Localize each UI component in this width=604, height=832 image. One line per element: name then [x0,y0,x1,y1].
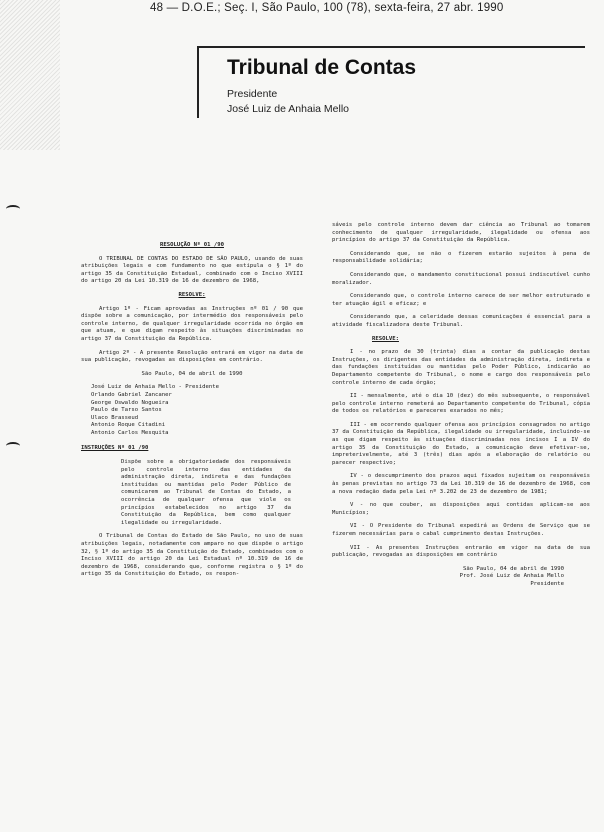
signer: Antonio Carlos Mesquita [91,429,169,436]
closing-date: São Paulo, 04 de abril de 1990 [462,565,564,572]
item-iii: III - em ocorrendo qualquer ofensa aos princípios consagrados no artigo 37 da Constituição da República, ilegalidade ou irregularidade, incluindo-se as que digam respeito às situações discriminadas nos incisos I a IV do artigo 35 da Constituição do Estado, a comunicação deve efetivar-se, impreterivelmente, até 3 (três) dias após a elaboração do relatório ou parecer respectivo; [332,421,590,466]
item-vi: VI - O Presidente do Tribunal expedirá as Ordens de Serviço que se fizerem necessárias para o cabal cumprimento destas Instruções. [332,523,590,537]
binder-hole-mark [6,205,20,213]
closing-signature-role: Presidente [530,580,564,587]
signer: Antonio Roque Citadini [91,422,166,429]
signer: George Oswaldo Nogueira [91,399,169,406]
instructions-body: O Tribunal de Contas do Estado de São Paulo, no uso de suas atribuições legais, notadamente com amparo no que dispõe o artigo 32, § 1º do artigo 35 da Constituição do Estado, combinados com o Inciso XVIII do artigo 20 da Lei Estadual nº 10.319 de 16 de dezembro de 1968, considerando que, conforme registra o § 1º do artigo 35 da Constituição do Estado, os respon- [81,533,303,578]
item-vii: VII - As presentes Instruções entrarão em vigor na data de sua publicação, revogadas as disposições em contrário [332,544,590,559]
resolve-heading: RESOLVE: [178,291,206,298]
item-ii: II - mensalmente, até o dia 10 (dez) do mês subsequente, o responsável pelo controle interno remeterá ao Departamento competente do Tribunal, cópia de todos os relatórios e pareceres exarados no mês; [332,393,590,415]
item-v: V - no que couber, as disposições aqui contidas aplicam-se aos Municípios; [332,502,590,516]
closing-signature: Prof. José Luiz de Anhaia Mello [459,573,564,580]
gazette-header: 48 — D.O.E.; Seç. I, São Paulo, 100 (78), sexta-feira, 27 abr. 1990 [150,2,504,14]
signer: Ulaco Brasseud [91,414,139,421]
masthead-horizontal-rule [197,46,585,48]
considering-2: Considerando que, o mandamento constitucional possui indiscutível cunho moralizador. [332,271,590,286]
signer: Orlando Gabriel Zancaner [91,391,172,398]
resolve-heading: RESOLVE: [372,335,399,342]
resolution-heading: RESOLUÇÃO Nº 01 /90 [160,242,224,248]
item-iv: IV - o descumprimento dos prazos aqui fixados sujeitam os responsáveis às penas previstas no artigo 73 da Lei 10.319 de 16 de dezembro de 1968, com a nova redação dada pela Lei nº 3.202 de 23 de dezembro de 1981; [332,473,590,495]
item-i: I - no prazo de 30 (trinta) dias a contar da publicação destas Instruções, os dirigentes das entidades da administração direta, indireta e das fundações instituídas ou mantidas pelo Poder Público, indicarão ao Departamento competente do Tribunal, o nome e cargo dos responsáveis pelo controle interno de cada órgão; [332,349,590,386]
signers-list [81,384,303,437]
continuation-paragraph: sáveis pelo controle interno devem dar ciência ao Tribunal ao tomarem conhecimento de qualquer irregularidade, ilegalidade ou ofensa aos princípios do artigo 37 da Constituição da República. [332,222,590,244]
signer: José Luiz de Anhaia Mello - Presidente [91,384,219,391]
considering-1: Considerando que, se não o fizerem estarão sujeitos à pena de responsabilidade solidária; [332,250,590,265]
instructions-summary: Dispõe sobre a obrigatoriedade dos responsáveis pelo controle interno das entidades da administração direta, indireta e das fundações instituídas ou mantidas pelo Poder Público de comunicarem ao Tribunal de Contas do Estado, a ocorrência de qualquer ofensa que viole os princípios estabelecidos no artigo 37 da Constituição da República, bem como qualquer ilegalidade ou irregularidade. [121,459,291,526]
binder-hole-mark [6,442,20,450]
article-1: Artigo 1º - Ficam aprovadas as Instruções nº 01 / 90 que dispõe sobre a comunicação, por intermédio dos responsáveis pelo controle interno, de qualquer irregularidade ocorrida no órgão em que atuam, e que digam respeito às situações discriminadas no artigo 37 da Constituição da República. [81,305,303,342]
masthead [197,46,585,118]
scan-noise [0,0,60,150]
resolution-date: São Paulo, 04 de abril de 1990 [141,370,243,377]
instructions-heading: INSTRUÇÕES Nº 01 /90 [81,445,149,452]
masthead-role: Presidente [227,88,278,100]
considering-4: Considerando que, a celeridade dessas comunicações é essencial para a atividade fiscalizadora deste Tribunal. [332,314,590,328]
masthead-name: José Luiz de Anhaia Mello [227,103,349,115]
left-column [81,236,303,585]
masthead-title: Tribunal de Contas [227,56,417,79]
right-column [332,222,590,589]
signer: Paulo de Tarso Santos [91,407,162,414]
masthead-vertical-rule [197,46,199,118]
considering-3: Considerando que, o controle interno carece de ser melhor estruturado e ter atuação ágil e eficaz; e [332,293,590,307]
resolution-preamble: O TRIBUNAL DE CONTAS DO ESTADO DE SÃO PAULO, usando de suas atribuições legais e com fundamento no que estipula o § 1º do artigo 35 da Constituição Estadual, combinado com o Inciso XVIII do artigo 20 da Lei 10.319 de 16 de dezembro de 1968, [81,255,303,285]
article-2: Artigo 2º - A presente Resolução entrará em vigor na data de sua publicação, revogadas as disposições em contrário. [81,349,303,364]
